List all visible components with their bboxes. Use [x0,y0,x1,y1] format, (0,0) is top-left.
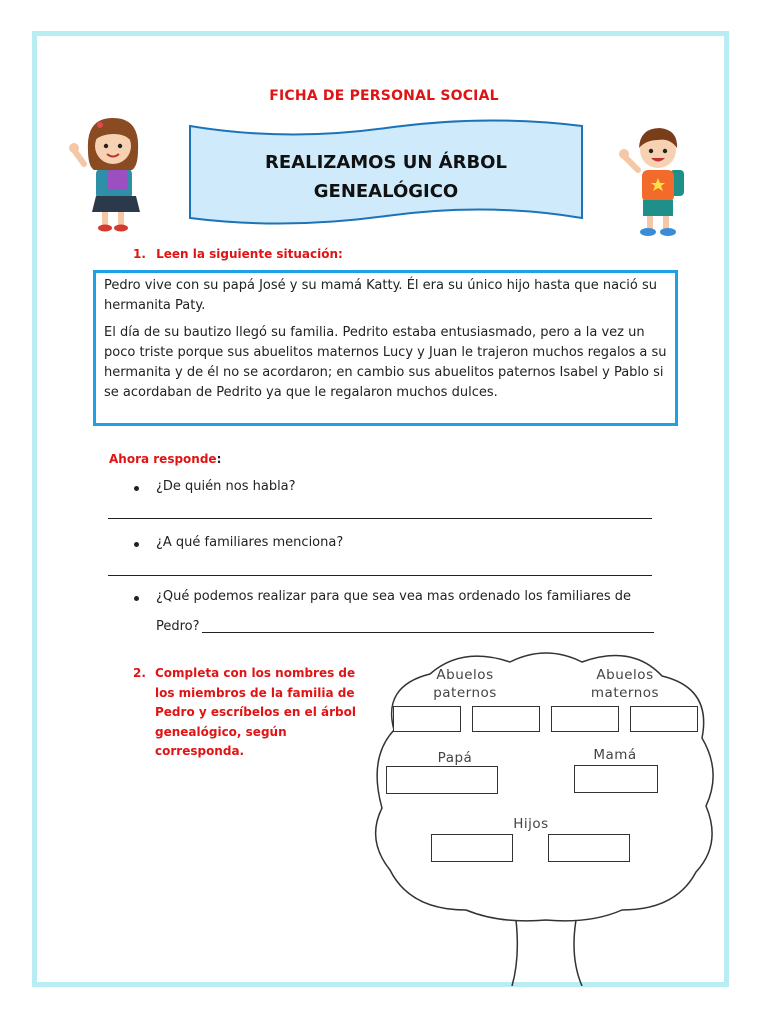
story-text [104,276,669,410]
section2-number: 2. [133,666,146,680]
children-label: Hijos [513,816,549,832]
maternal-grandparents-label [580,666,670,702]
paternal-label-line1: Abuelos [436,667,494,683]
sheet-title: FICHA DE PERSONAL SOCIAL [269,88,499,104]
girl-illustration [66,112,152,234]
section1-heading [133,247,343,261]
paternal-label-line2: paternos [433,685,497,701]
mother-box[interactable] [574,765,658,793]
maternal-label-line2: maternos [590,685,660,701]
paternal-grandparents-label [420,666,510,702]
q3-bullet [134,596,139,601]
answer-line-1[interactable] [108,518,652,519]
maternal-grandparent-box-1[interactable] [551,706,619,732]
q1-bullet [134,486,139,491]
maternal-grandparent-box-2[interactable] [630,706,698,732]
child-box-2[interactable] [548,834,630,862]
section1-heading-text: Leen la siguiente situación: [156,247,343,261]
question-2: ¿A qué familiares menciona? [156,535,344,550]
questions-heading-text: Ahora responde [109,452,217,466]
paternal-grandparent-box-1[interactable] [393,706,461,732]
story-paragraph-2: El día de su bautizo llegó su familia. Pedrito estaba entusiasmado, pero a la vez un poco triste porque sus abuelitos maternos Lucy y Juan le trajeron muchos regalos a su hermanita y de él no se acordaron; en cambio sus abuelitos paternos Isabel y Pablo si se acordaban de Pedrito ya que le regalaron muchos dulces. [104,325,667,400]
section2-instruction: Completa con los nombres de los miembros de la familia de Pedro y escríbelos en el árbol genealógico, según corresponda. [155,666,356,758]
question-3-line-2: Pedro? [156,619,200,634]
child-box-1[interactable] [431,834,513,862]
mother-label: Mamá [593,747,637,763]
father-box[interactable] [386,766,498,794]
father-label: Papá [437,750,473,766]
banner-title-line1: REALIZAMOS UN ÁRBOL [265,152,507,173]
questions-heading-colon: : [216,452,222,466]
story-paragraph-1: Pedro vive con su papá José y su mamá Katty. Él era su único hijo hasta que nació su hermanita Paty. [104,278,657,313]
answer-line-3[interactable] [202,632,654,633]
answer-line-2[interactable] [108,575,652,576]
boy-illustration [618,122,696,242]
questions-heading [109,452,221,466]
question-1: ¿De quién nos habla? [156,479,296,494]
question-3-line-1: ¿Qué podemos realizar para que sea vea mas ordenado los familiares de [156,589,632,604]
banner-title-line2: GENEALÓGICO [313,181,459,202]
banner-title [206,148,566,206]
q2-bullet [134,542,139,547]
paternal-grandparent-box-2[interactable] [472,706,540,732]
maternal-label-line1: Abuelos [596,667,654,683]
section1-number: 1. [133,247,146,261]
